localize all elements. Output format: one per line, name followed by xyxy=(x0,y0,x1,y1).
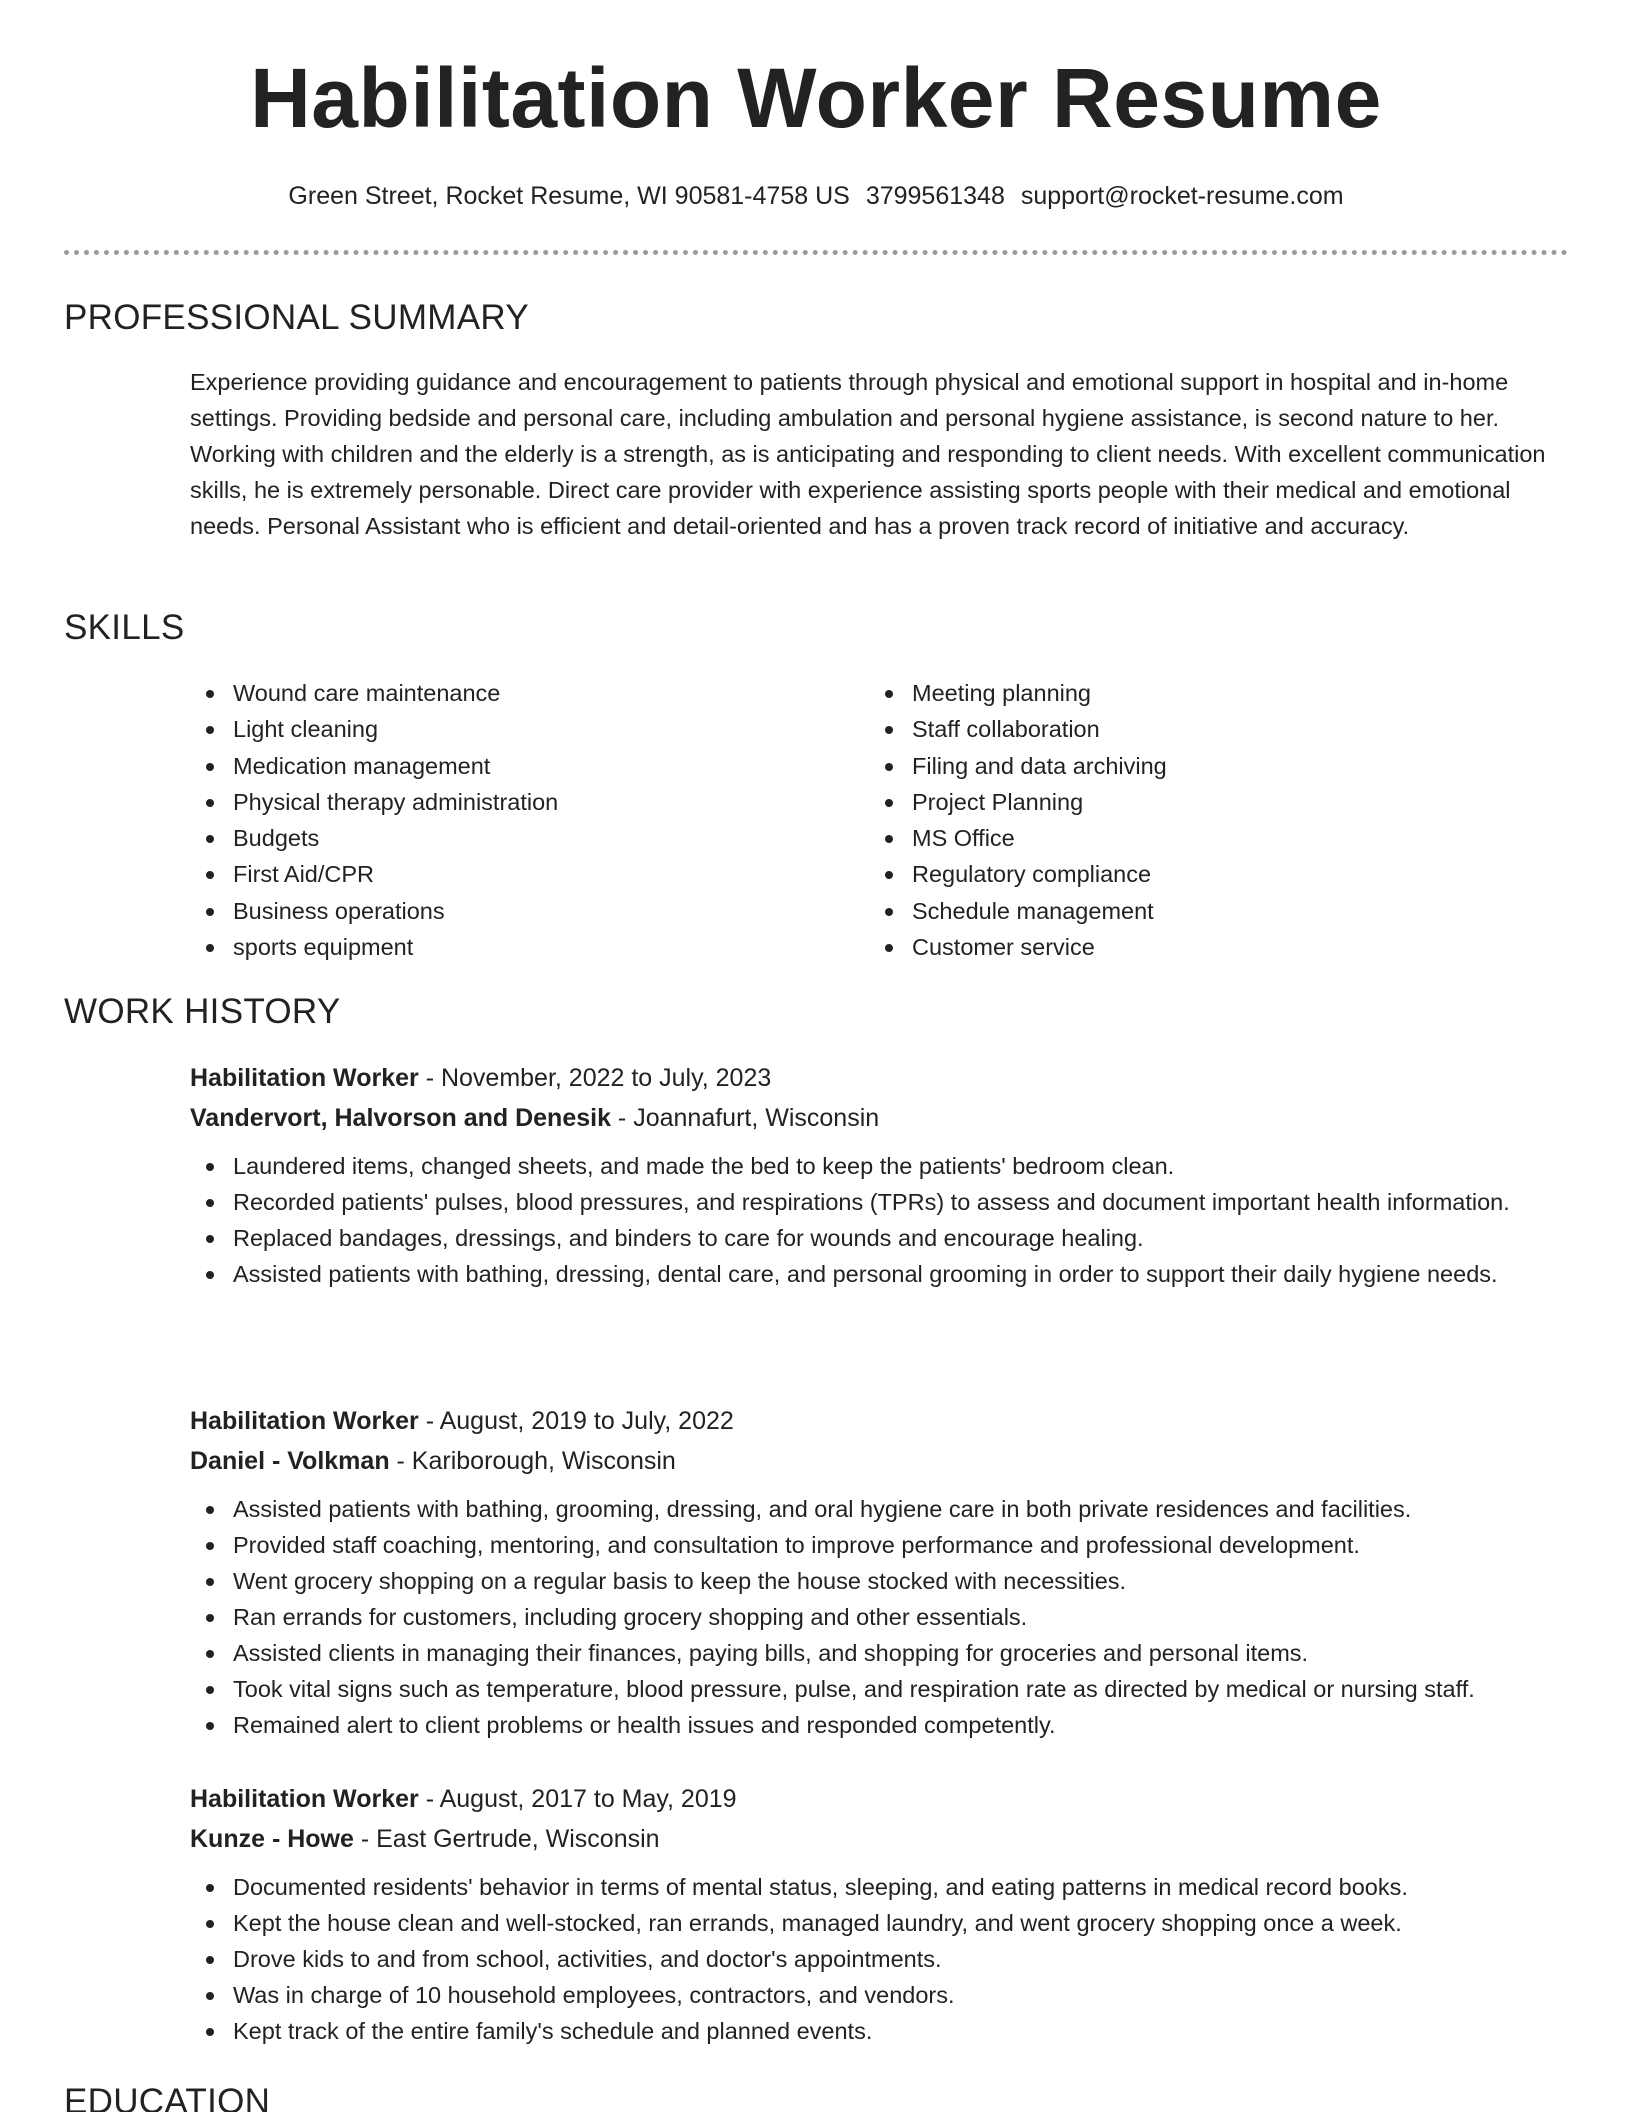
skill-item: MS Office xyxy=(869,820,1167,856)
job-entry xyxy=(190,1779,1568,2049)
skill-item: sports equipment xyxy=(190,929,558,965)
job-title: Habilitation Worker xyxy=(190,1064,419,1092)
job-title-line xyxy=(190,1401,1568,1441)
skill-item: Schedule management xyxy=(869,893,1167,929)
skill-item: Physical therapy administration xyxy=(190,784,558,820)
skill-item: Project Planning xyxy=(869,784,1167,820)
header-divider xyxy=(64,250,1568,255)
job-bullet: Remained alert to client problems or health issues and responded competently. xyxy=(190,1707,1568,1743)
contact-line xyxy=(0,182,1632,211)
job-bullet: Kept track of the entire family's schedule and planned events. xyxy=(190,2013,1568,2049)
job-bullet: Assisted patients with bathing, dressing, dental care, and personal grooming in order to support their daily hygiene needs. xyxy=(190,1256,1568,1292)
job-bullet: Took vital signs such as temperature, blood pressure, pulse, and respiration rate as directed by medical or nursing staff. xyxy=(190,1671,1568,1707)
skill-item: Filing and data archiving xyxy=(869,748,1167,784)
job-company: Kunze - Howe xyxy=(190,1825,354,1853)
job-title: Habilitation Worker xyxy=(190,1407,419,1435)
job-company: Vandervort, Halvorson and Denesik xyxy=(190,1104,611,1132)
job-bullet: Assisted patients with bathing, grooming, dressing, and oral hygiene care in both private residences and facilities. xyxy=(190,1491,1568,1527)
job-entry xyxy=(190,1401,1568,1743)
job-dates: - November, 2022 to July, 2023 xyxy=(418,1064,772,1092)
section-title-work-history: WORK HISTORY xyxy=(64,992,341,1031)
job-bullet: Assisted clients in managing their finances, paying bills, and shopping for groceries and personal items. xyxy=(190,1635,1568,1671)
job-bullet: Kept the house clean and well-stocked, ran errands, managed laundry, and went grocery shopping once a week. xyxy=(190,1905,1568,1941)
skills-list-right xyxy=(869,675,1167,965)
job-bullet: Was in charge of 10 household employees, contractors, and vendors. xyxy=(190,1977,1568,2013)
section-title-skills: SKILLS xyxy=(64,608,185,647)
job-location: - Kariborough, Wisconsin xyxy=(389,1447,676,1475)
skill-item: Medication management xyxy=(190,748,558,784)
job-title: Habilitation Worker xyxy=(190,1785,419,1813)
job-bullet: Went grocery shopping on a regular basis to keep the house stocked with necessities. xyxy=(190,1563,1568,1599)
job-bullet: Drove kids to and from school, activities, and doctor's appointments. xyxy=(190,1941,1568,1977)
job-location: - Joannafurt, Wisconsin xyxy=(610,1104,880,1132)
job-title-line xyxy=(190,1779,1568,1819)
resume-title: Habilitation Worker Resume xyxy=(250,51,1382,145)
skill-item: Light cleaning xyxy=(190,711,558,747)
skill-item: First Aid/CPR xyxy=(190,856,558,892)
contact-phone: 3799561348 xyxy=(865,182,1005,210)
skill-item: Wound care maintenance xyxy=(190,675,558,711)
job-bullets xyxy=(190,1869,1568,2049)
skill-item: Regulatory compliance xyxy=(869,856,1167,892)
skill-item: Customer service xyxy=(869,929,1167,965)
job-bullet: Recorded patients' pulses, blood pressures, and respirations (TPRs) to assess and document important health information. xyxy=(190,1184,1568,1220)
job-company: Daniel - Volkman xyxy=(190,1447,390,1475)
job-entry xyxy=(190,1058,1568,1292)
job-bullets xyxy=(190,1148,1568,1292)
job-company-line xyxy=(190,1441,1568,1481)
summary-text: Experience providing guidance and encouragement to patients through physical and emotional support in hospital and in-home settings. Providing bedside and personal care, including ambulation and personal hygiene assistance, is second nature to her. Working with children and the elderly is a strength, as is anticipating and responding to client needs. With excellent communication skills, he is extremely personable. Direct care provider with experience assisting sports people with their medical and emotional needs. Personal Assistant who is efficient and detail-oriented and has a proven track record of initiative and accuracy. xyxy=(190,369,1546,539)
skill-item: Staff collaboration xyxy=(869,711,1167,747)
section-title-summary: PROFESSIONAL SUMMARY xyxy=(64,298,529,337)
skill-item: Business operations xyxy=(190,893,558,929)
job-bullets xyxy=(190,1491,1568,1743)
job-dates: - August, 2017 to May, 2019 xyxy=(418,1785,737,1813)
skill-item: Budgets xyxy=(190,820,558,856)
job-bullet: Replaced bandages, dressings, and binders to care for wounds and encourage healing. xyxy=(190,1220,1568,1256)
skill-item: Meeting planning xyxy=(869,675,1167,711)
contact-email: support@rocket-resume.com xyxy=(1020,182,1344,210)
contact-address: Green Street, Rocket Resume, WI 90581-4758 US xyxy=(288,182,850,210)
job-title-line xyxy=(190,1058,1568,1098)
job-company-line xyxy=(190,1819,1568,1859)
skills-list-left xyxy=(190,675,558,965)
job-bullet: Ran errands for customers, including grocery shopping and other essentials. xyxy=(190,1599,1568,1635)
job-dates: - August, 2019 to July, 2022 xyxy=(418,1407,734,1435)
job-location: - East Gertrude, Wisconsin xyxy=(353,1825,660,1853)
job-bullet: Laundered items, changed sheets, and made the bed to keep the patients' bedroom clean. xyxy=(190,1148,1568,1184)
job-bullet: Provided staff coaching, mentoring, and consultation to improve performance and professional development. xyxy=(190,1527,1568,1563)
job-company-line xyxy=(190,1098,1568,1138)
section-title-education: EDUCATION xyxy=(64,2082,271,2112)
job-bullet: Documented residents' behavior in terms of mental status, sleeping, and eating patterns in medical record books. xyxy=(190,1869,1568,1905)
